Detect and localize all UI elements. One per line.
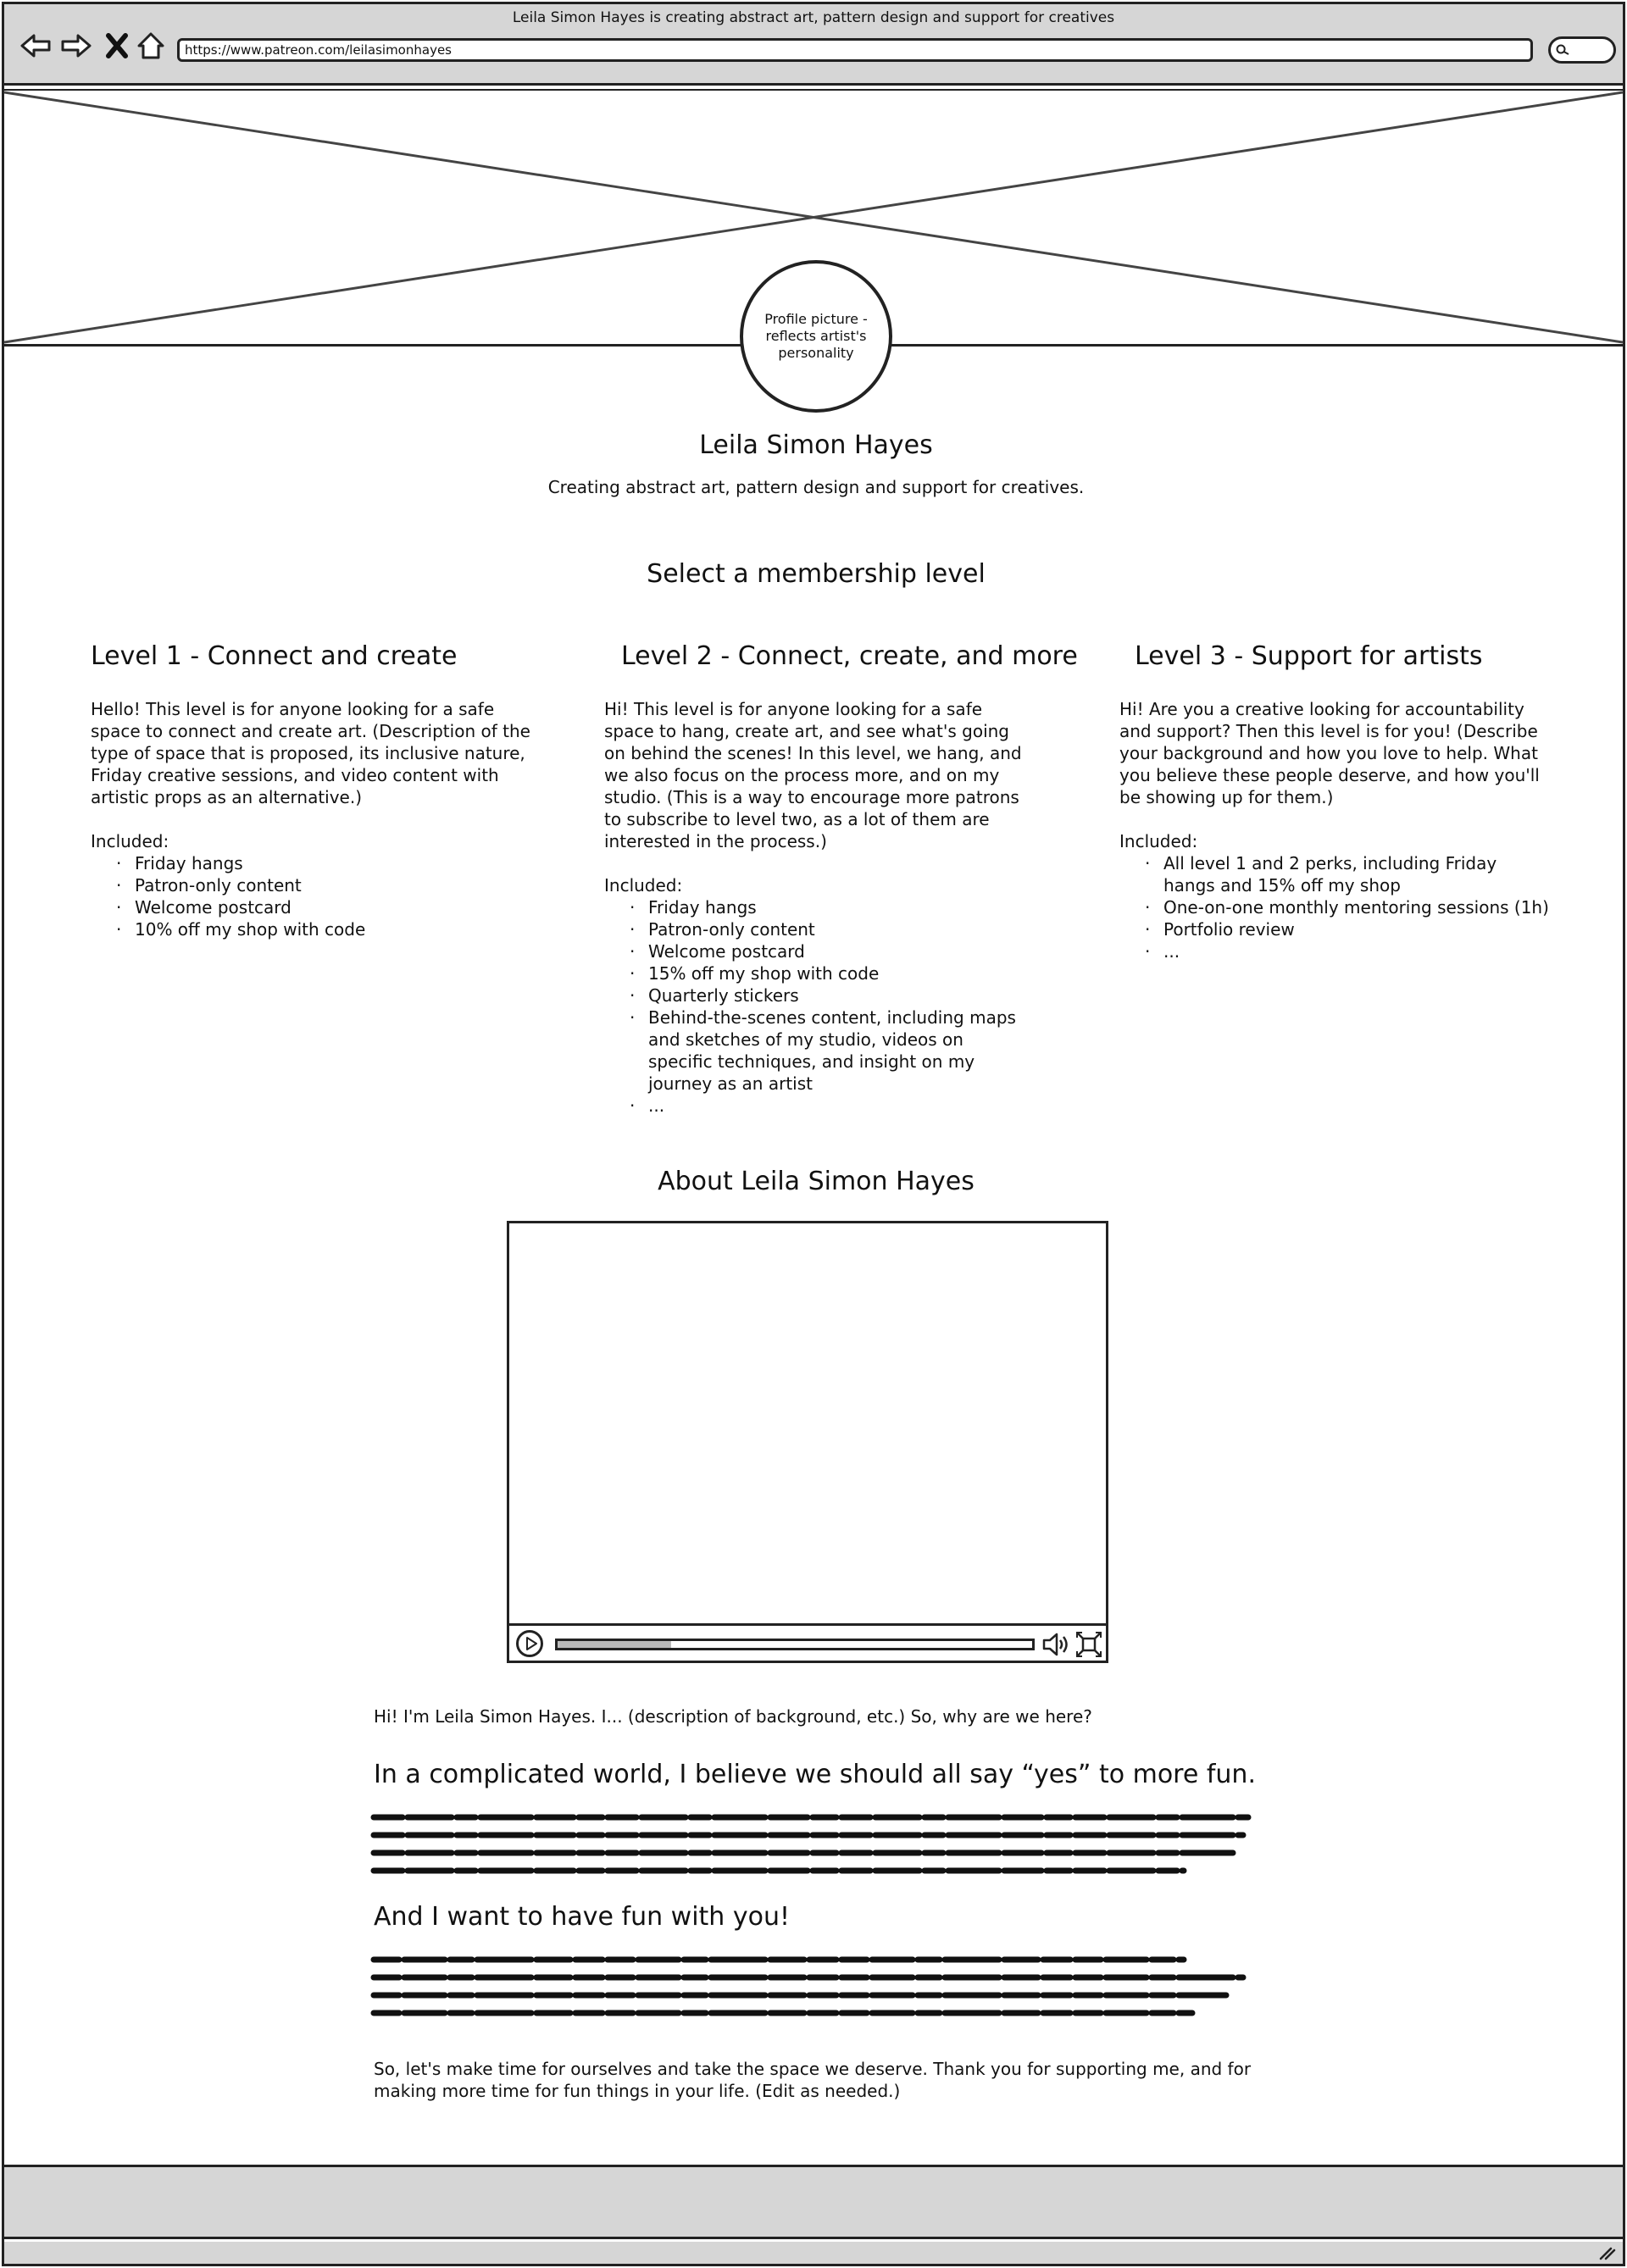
tier-description: Hello! This level is for anyone looking for a safe space to connect and create art. (Description of the type of space that is proposed, its inclusive nature, Friday creative sessions, and video content with artistic props as an alternative.) xyxy=(91,699,530,807)
play-button[interactable] xyxy=(516,1630,543,1657)
tier-perk-list xyxy=(1145,852,1552,962)
tier-perk-list xyxy=(630,896,1028,1117)
status-bar xyxy=(4,2242,1623,2264)
tier-description: Hi! This level is for anyone looking for a safe space to hang, create art, and see what's going on behind the scenes! In this level, we hang, and we also focus on the process more, and on my studio. (This is a way to encourage more patrons to subscribe to level two, as a lot of them are interested in the process.) xyxy=(604,699,1022,851)
play-icon xyxy=(525,1637,538,1650)
placeholder-text-block xyxy=(370,1809,1252,1880)
search-field[interactable] xyxy=(1548,36,1616,64)
window-title: Leila Simon Hayes is creating abstract art, pattern design and support for creatives xyxy=(512,9,1115,26)
tier-included-label: Included: xyxy=(604,875,683,896)
placeholder-text-block xyxy=(370,1951,1252,2022)
about-intro: Hi! I'm Leila Simon Hayes. I... (description of background, etc.) So, why are we here? xyxy=(374,1706,1092,1727)
profile-picture xyxy=(740,260,892,413)
browser-window xyxy=(2,2,1625,2266)
list-item: · One-on-one monthly mentoring sessions (1h) xyxy=(1145,896,1552,918)
list-item: · Welcome postcard xyxy=(116,896,531,918)
tier-card-3[interactable] xyxy=(1119,641,1552,962)
about-subheading-1: In a complicated world, I believe we should all say “yes” to more fun. xyxy=(374,1760,1256,1789)
about-subheading-2: And I want to have fun with you! xyxy=(374,1902,790,1932)
list-item: · ... xyxy=(630,1095,1028,1117)
tier-card-1[interactable] xyxy=(91,641,531,940)
address-bar[interactable]: https://www.patreon.com/leilasimonhayes xyxy=(177,38,1533,62)
home-icon[interactable] xyxy=(131,26,170,65)
list-item: · 15% off my shop with code xyxy=(630,962,1028,984)
list-item: · Friday hangs xyxy=(630,896,1028,918)
tier-title: Level 1 - Connect and create xyxy=(91,641,458,671)
list-item: · Portfolio review xyxy=(1145,918,1552,940)
video-progress-fill xyxy=(558,1641,671,1648)
list-item: · Patron-only content xyxy=(116,874,531,896)
list-item: · Quarterly stickers xyxy=(630,984,1028,1006)
tier-title: Level 3 - Support for artists xyxy=(1135,641,1483,671)
profile-picture-note: Profile picture - reflects artist's personality xyxy=(764,311,868,361)
tier-description: Hi! Are you a creative looking for accountability and support? Then this level is for you! (Describe your background and how you love to help. What you believe these people deserve, and how you'll be showing up for them.) xyxy=(1119,699,1540,807)
list-item: · Friday hangs xyxy=(116,852,531,874)
volume-icon[interactable] xyxy=(1041,1631,1070,1658)
tier-title: Level 2 - Connect, create, and more xyxy=(621,641,1078,671)
forward-arrow-icon[interactable] xyxy=(57,26,96,65)
tier-perk-list xyxy=(116,852,531,940)
video-progress-bar[interactable] xyxy=(555,1639,1035,1650)
list-item: · 10% off my shop with code xyxy=(116,918,531,940)
fullscreen-icon[interactable] xyxy=(1075,1631,1102,1658)
list-item: · ... xyxy=(1145,940,1552,962)
creator-tagline: Creating abstract art, pattern design and support for creatives. xyxy=(547,477,1085,497)
resize-grip-icon[interactable] xyxy=(1599,2245,1616,2260)
about-heading: About Leila Simon Hayes xyxy=(658,1167,975,1196)
back-arrow-icon[interactable] xyxy=(16,26,55,65)
list-item: · Welcome postcard xyxy=(630,940,1028,962)
browser-toolbar xyxy=(4,4,1623,86)
page-footer xyxy=(4,2165,1623,2239)
creator-name: Leila Simon Hayes xyxy=(699,430,933,460)
list-item: · All level 1 and 2 perks, including Friday hangs and 15% off my shop xyxy=(1145,852,1552,896)
tier-included-label: Included: xyxy=(1119,831,1198,851)
tier-card-2[interactable] xyxy=(604,641,1078,1117)
membership-heading: Select a membership level xyxy=(647,559,986,589)
tier-included-label: Included: xyxy=(91,831,169,851)
video-controls xyxy=(509,1623,1106,1661)
list-item: · Behind-the-scenes content, including maps and sketches of my studio, videos on specific techniques, and insight on my journey as an artist xyxy=(630,1006,1028,1095)
video-player[interactable] xyxy=(507,1221,1108,1663)
list-item: · Patron-only content xyxy=(630,918,1028,940)
search-icon xyxy=(1556,44,1571,56)
about-closing: So, let's make time for ourselves and take the space we deserve. Thank you for supporting me, and for making more time for fun things in your life. (Edit as needed.) xyxy=(374,2059,1252,2101)
